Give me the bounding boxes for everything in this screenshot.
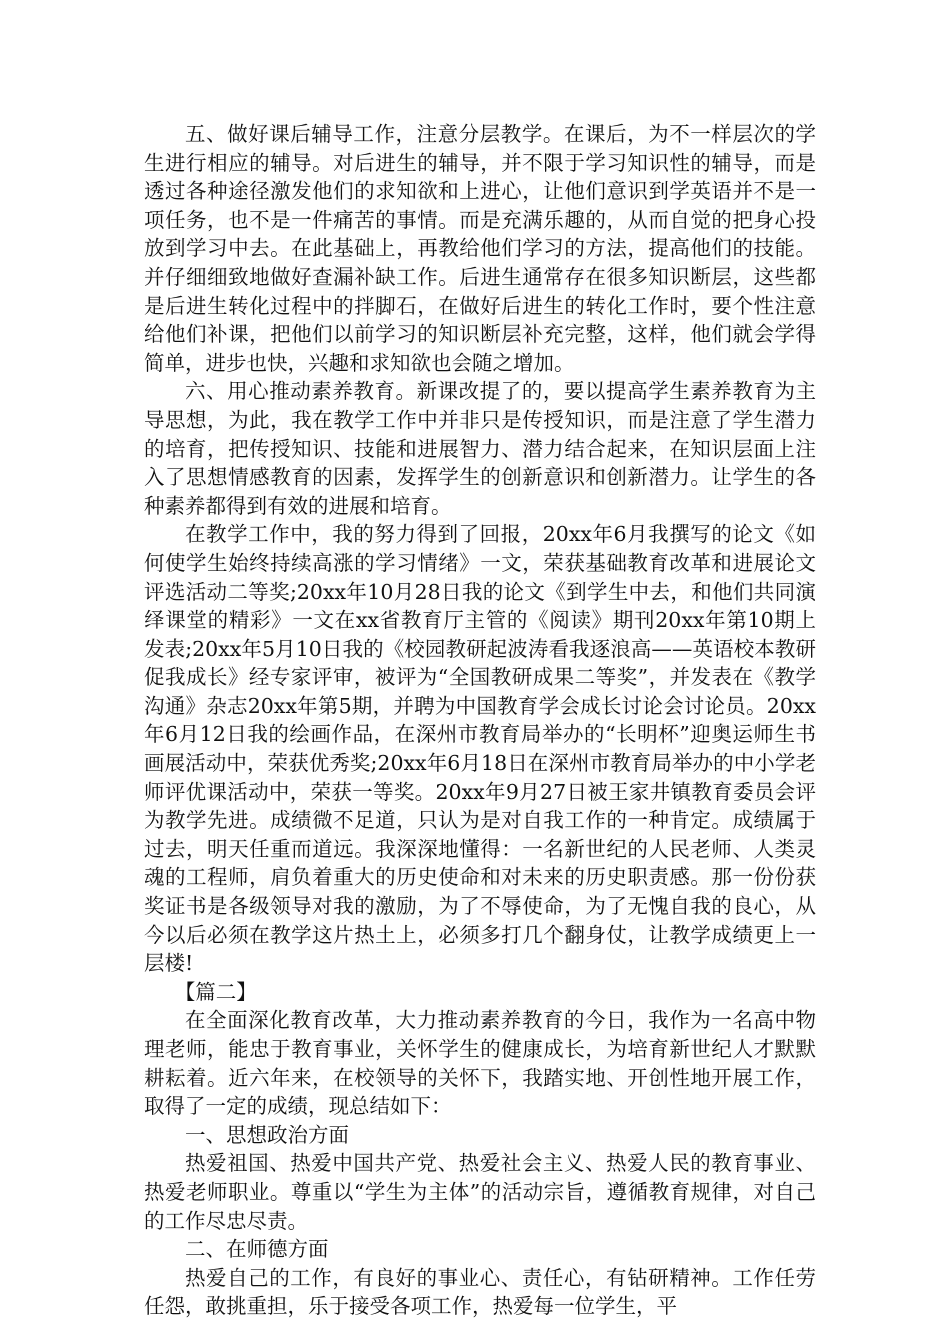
paragraph-ideology-politics: 热爱祖国、热爱中国共产党、热爱社会主义、热爱人民的教育事业、热爱老师职业。尊重以“学生为主体”的活动宗旨，遵循教育规律，对自己的工作尽忠尽责。 — [144, 1151, 816, 1233]
paragraph-achievements: 在教学工作中，我的努力得到了回报，20xx年6月我撰写的论文《如何使学生始终持续高涨的学习情绪》一文，荣获基础教育改革和进展论文评选活动二等奖;20xx年10月28日我的论文《到学生中去，和他们共同演绎课堂的精彩》一文在xx省教育厅主管的《阅读》期刊20xx年第10期上发表;20xx年5月10日我的《校园教研起波涛看我逐浪高——英语校本教研促我成长》经专家评审，被评为“全国教研成果二等奖”，并发表在《教学沟通》杂志20xx年第5期，并聘为中国教育学会成长讨论会讨论员。20xx年6月12日我的绘画作品，在深州市教育局举办的“长明杯”迎奥运师生书画展活动中，荣获优秀奖;20xx年6月18日在深州市教育局举办的中小学老师评优课活动中，荣获一等奖。20xx年9月27日被王家井镇教育委员会评为教学先进。成绩微不足道，只认为是对自我工作的一种肯定。成绩属于过去，明天任重而道远。我深深地懂得：一名新世纪的人民老师、人类灵魂的工程师，肩负着重大的历史使命和对未来的历史职责感。那一份份获奖证书是各级领导对我的激励，为了不辱使命，为了无愧自我的良心，从今以后必须在教学这片热土上，必须多打几个翻身仗，让教学成绩更上一层楼! — [144, 522, 816, 976]
paragraph-introduction: 在全面深化教育改革，大力推动素养教育的今日，我作为一名高中物理老师，能忠于教育事业，关怀学生的健康成长，为培育新世纪人才默默耕耘着。近六年来，在校领导的关怀下，我踏实地、开创性地开展工作，取得了一定的成绩，现总结如下： — [144, 1008, 816, 1119]
paragraph-quality-education: 六、用心推动素养教育。新课改提了的，要以提高学生素养教育为主导思想，为此，我在教学工作中并非只是传授知识，而是注意了学生潜力的培育，把传授知识、技能和进展智力、潜力结合起来，在知识层面上注入了思想情感教育的因素，发挥学生的创新意识和创新潜力。让学生的各种素养都得到有效的进展和培育。 — [144, 379, 816, 518]
paragraph-teacher-ethics: 热爱自己的工作，有良好的事业心、责任心，有钻研精神。工作任劳任怨，敢挑重担，乐于接受各项工作，热爱每一位学生，平 — [144, 1265, 816, 1319]
heading-ideology-politics: 一、思想政治方面 — [185, 1122, 349, 1147]
section-title-part-two: 【篇二】 — [174, 979, 257, 1004]
document-body — [144, 120, 816, 1321]
paragraph-tutoring: 五、做好课后辅导工作，注意分层教学。在课后，为不一样层次的学生进行相应的辅导。对后进生的辅导，并不限于学习知识性的辅导，而是透过各种途径激发他们的求知欲和上进心，让他们意识到学英语并不是一项任务，也不是一件痛苦的事情。而是充满乐趣的，从而自觉的把身心投放到学习中去。在此基础上，再教给他们学习的方法，提高他们的技能。并仔细细致地做好查漏补缺工作。后进生通常存在很多知识断层，这些都是后进生转化过程中的拌脚石，在做好后进生的转化工作时，要个性注意给他们补课，把他们以前学习的知识断层补充完整，这样，他们就会学得简单，进步也快，兴趣和求知欲也会随之增加。 — [144, 122, 816, 375]
heading-teacher-ethics: 二、在师德方面 — [185, 1237, 329, 1262]
